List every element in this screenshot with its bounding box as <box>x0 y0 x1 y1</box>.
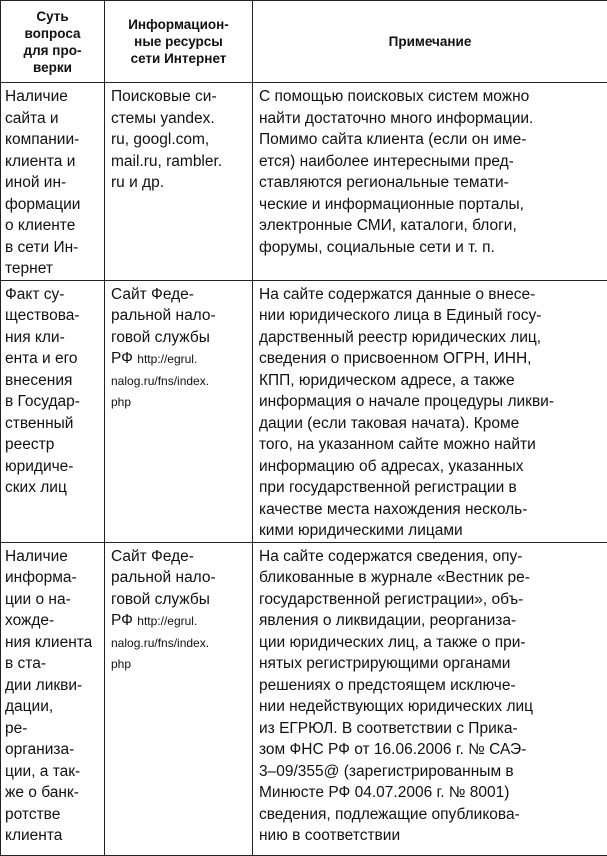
table-row <box>1 83 607 281</box>
resources-text: Сайт Феде- ральной нало- говой службы РФ <box>111 286 216 368</box>
cell-question: Наличие информа- ции о на- хожде- ния клиента в ста- дии ликви- дации, ре- организа- ции, а так- же о банк- ротстве клиента <box>1 542 105 855</box>
header-note: Примечание <box>253 1 607 83</box>
header-row <box>1 1 607 83</box>
cell-note: С помощью поисковых систем можно найти достаточно много информации. Помимо сайта клиента (если он име- ется) наиболее интересными пред- ставляются региональные темати- ческие и информационные порталы, электронные СМИ, каталоги, блоги, форумы, социальные сети и т. п. <box>253 83 607 281</box>
table-row <box>1 280 607 542</box>
resources-text: Поисковые си- стемы yandex. ru, googl.com, mail.ru, rambler. ru и др. <box>111 88 222 191</box>
resources-url: http://egrul. nalog.ru/fns/index. php <box>111 614 209 671</box>
resources-text: Сайт Феде- ральной нало- говой службы РФ <box>111 548 216 630</box>
cell-note: На сайте содержатся сведения, опу- бликованные в журнале «Вестник ре- государственной регистрации», объ- явления о ликвидации, реорганиза- ции юридических лиц, а также о при- нятых регистрирующими органами решениях о предстоящем исключе- нии недействующих юридических лиц из ЕГРЮЛ. В соответствии с Прика- зом ФНС РФ от 16.06.2006 г. № САЭ- 3–09/355@ (зарегистрированным в Минюсте РФ 04.07.2006 г. № 8001) сведения, подлежащие опубликова- нию в соответствии <box>253 542 607 855</box>
table-row <box>1 542 607 855</box>
header-question: Суть вопроса для про- верки <box>1 1 105 83</box>
cell-resources <box>105 542 253 855</box>
cell-question: Наличие сайта и компании- клиента и иной ин- формации о клиенте в сети Ин- тернет <box>1 83 105 281</box>
cell-note: На сайте содержатся данные о внесе- нии юридического лица в Единый госу- дарственный реестр юридических лиц, сведения о присвоенном ОГРН, ИНН, КПП, юридическом адресе, а также информация о начале процедуры ликви- дации (если таковая начата). Кроме того, на указанном сайте можно найти информацию об адресах, указанных при государственной регистрации в качестве места нахождения несколь- кими юридическими лицами <box>253 280 607 542</box>
cell-question: Факт су- ществова- ния кли- ента и его внесения в Государ- ственный реестр юридиче- ских лиц <box>1 280 105 542</box>
cell-resources <box>105 280 253 542</box>
header-resources: Информацион- ные ресурсы сети Интернет <box>105 1 253 83</box>
resources-url: http://egrul. nalog.ru/fns/index. php <box>111 352 209 409</box>
cell-resources <box>105 83 253 281</box>
